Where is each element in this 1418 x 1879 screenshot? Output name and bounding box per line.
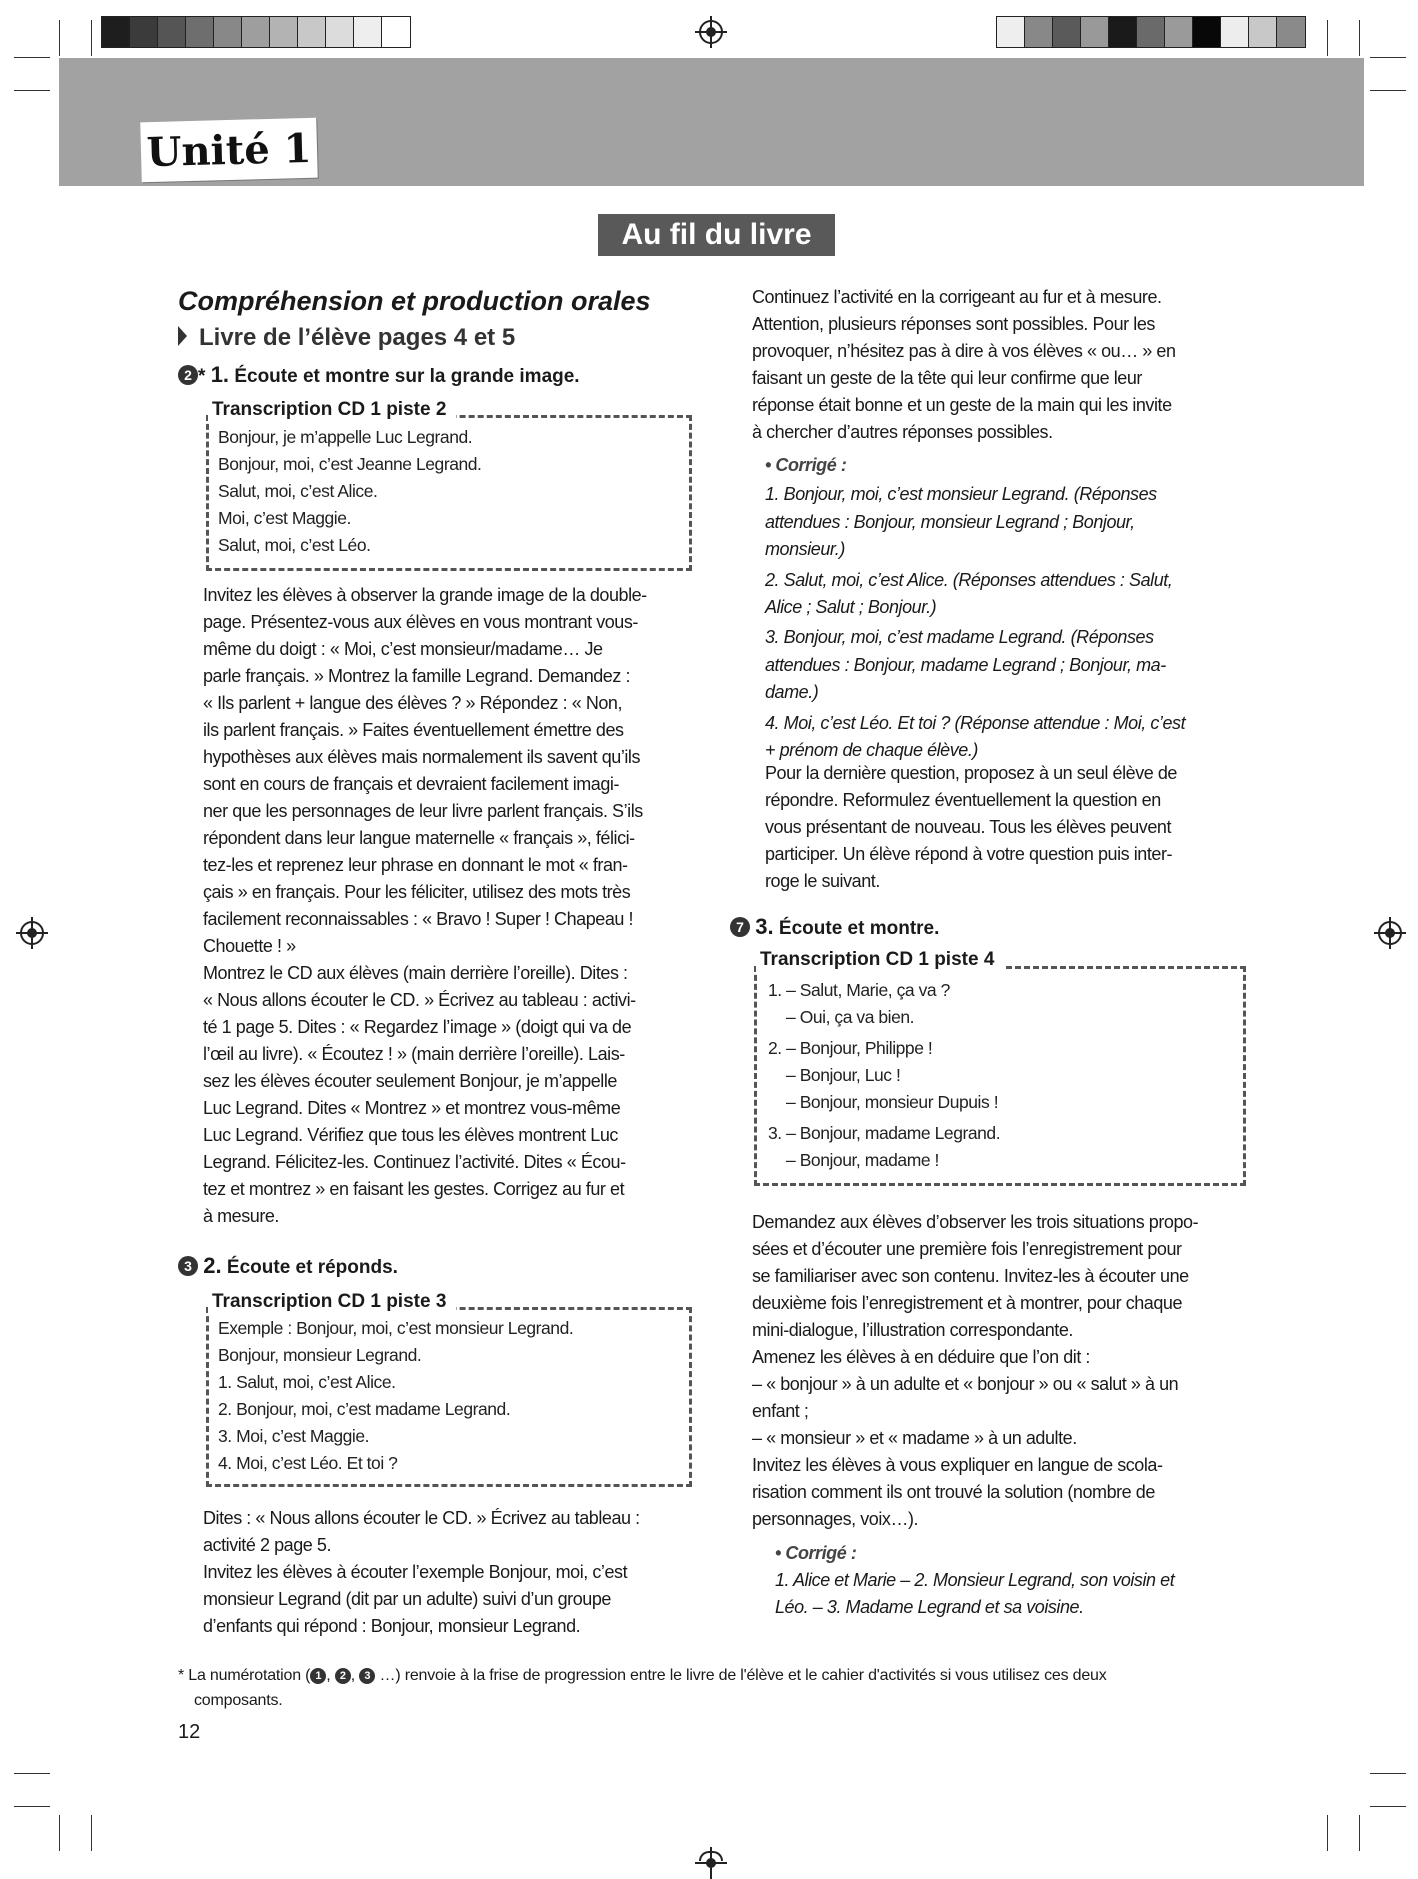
crop-mark	[1327, 1815, 1328, 1851]
transcription-line: 1. Salut, moi, c’est Alice.	[218, 1372, 396, 1392]
transcription-label: Transcription CD 1 piste 4	[756, 948, 1004, 972]
corrige-title: • Corrigé :	[775, 1543, 857, 1563]
dialogue: 3. – Bonjour, madame Legrand. – Bonjour, madame !	[768, 1123, 1001, 1170]
crop-mark	[1359, 20, 1360, 56]
progress-badge: 3	[178, 1256, 198, 1276]
transcription-line: Salut, moi, c’est Léo.	[218, 535, 371, 555]
corrige-item: 3. Bonjour, moi, c’est madame Legrand. (Réponses attendues : Bonjour, madame Legrand ; Bonjour, ma- dame.)	[765, 627, 1166, 703]
crop-mark	[14, 57, 50, 58]
progress-badge: 2	[335, 1668, 351, 1684]
crop-mark	[1370, 90, 1406, 91]
crop-mark	[91, 1815, 92, 1851]
dialogue: 2. – Bonjour, Philippe ! – Bonjour, Luc ! – Bonjour, monsieur Dupuis !	[768, 1038, 999, 1112]
footnote-line: * La numérotation ( 1 , 2 , 3 …) renvoie à la frise de progression entre le livre de l'élève et le cahier d'activités si vous utilisez ces deux	[178, 1667, 1107, 1684]
progress-badge: 3	[359, 1668, 375, 1684]
crop-mark	[1370, 1773, 1406, 1774]
transcription-line: Exemple : Bonjour, moi, c’est monsieur Legrand.	[218, 1318, 574, 1338]
corrige-title: • Corrigé :	[765, 455, 847, 475]
registration-mark-left-icon	[20, 921, 44, 945]
transcription-dialogues	[768, 977, 1238, 1174]
progress-badge: 7	[730, 917, 750, 937]
main-heading: Compréhension et production orales	[178, 286, 651, 316]
exercise-1-heading: 2 * 1. Écoute et montre sur la grande image.	[178, 362, 698, 390]
crop-mark	[14, 1806, 50, 1807]
color-bar-left	[101, 16, 411, 48]
footnote	[178, 1663, 1248, 1713]
exercise-1-instructions: Invitez les élèves à observer la grande image de la double- page. Présentez-vous aux élèves en vous montrant vous- même du doigt : « Moi, c’est monsieur/madame… Je parle français. » Montrez la famille Legrand. Demandez : « Ils parlent + langue des élèves ? » Répondez : « Non, ils parlent français. » Faites éventuellement émettre des hypothèses aux élèves mais normalement ils savent qu’ils sont en cours de français et devraient facilement imagi- ner que les personnages de leur livre parlent français. S’ils répondent dans leur langue maternelle « français », félici- tez-les et reprenez leur phrase en donnant le mot « fran- çais » en français. Pour les féliciter, utilisez des mots très facilement reconnaissables : « Bravo ! Super ! Chapeau ! Chouette ! » Montrez le CD aux élèves (main derrière l’oreille). Dites : « Nous allons écouter le CD. » Écrivez au tableau : activi- té 1 page 5. Dites : « Regardez l’image » (doigt qui va de l’œil au livre). « Écoutez ! » (main derrière l’oreille). Lais- sez les élèves écouter seulement Bonjour, je m’appelle Luc Legrand. Dites « Montrez » et montrez vous-même Luc Legrand. Vérifiez que tous les élèves montrent Luc Legrand. Félicitez-les. Continuez l’activité. Dites « Écou- tez et montrez » en faisant les gestes. Corrigez au fur et à mesure.	[203, 585, 647, 1226]
transcription-lines	[218, 424, 678, 559]
left-column	[178, 284, 694, 354]
transcription-line: Bonjour, monsieur Legrand.	[218, 1345, 422, 1365]
crop-mark	[14, 90, 50, 91]
sub-heading: Livre de l’élève pages 4 et 5	[178, 322, 694, 354]
transcription-label: Transcription CD 1 piste 2	[208, 398, 456, 422]
crop-mark	[59, 1815, 60, 1851]
exercise-2-instructions: Dites : « Nous allons écouter le CD. » Écrivez au tableau : activité 2 page 5. Invitez les élèves à écouter l’exemple Bonjour, moi, c’est monsieur Legrand (dit par un adulte) suivi d’un groupe d’enfants qui répond : Bonjour, monsieur Legrand.	[203, 1508, 640, 1636]
transcription-lines	[218, 1315, 678, 1477]
registration-mark-bottom-icon	[699, 1851, 723, 1861]
corrige-item: 4. Moi, c’est Léo. Et toi ? (Réponse attendue : Moi, c’est + prénom de chaque élève.)	[765, 712, 1186, 761]
corrige-block-2: • Corrigé : 1. Alice et Marie – 2. Monsieur Legrand, son voisin et Léo. – 3. Madame Legrand et sa voisine.	[775, 1540, 1247, 1621]
registration-mark-right-icon	[1378, 921, 1402, 945]
crop-mark	[1327, 20, 1328, 56]
corrige-item: 2. Salut, moi, c’est Alice. (Réponses attendues : Salut, Alice ; Salut ; Bonjour.)	[765, 569, 1173, 618]
dialogue: 1. – Salut, Marie, ça va ? – Oui, ça va bien.	[768, 980, 950, 1027]
progress-badge: 2	[178, 365, 198, 385]
exercise-3-heading: 7 3. Écoute et montre.	[730, 914, 1250, 942]
transcription-line: Moi, c’est Maggie.	[218, 508, 351, 528]
crop-mark	[1370, 57, 1406, 58]
crop-mark	[91, 20, 92, 56]
crop-mark	[1359, 1815, 1360, 1851]
transcription-line: Bonjour, moi, c’est Jeanne Legrand.	[218, 454, 482, 474]
footnote-line: composants.	[194, 1692, 283, 1709]
exercise-2-heading: 3 2. Écoute et réponds.	[178, 1253, 698, 1281]
color-bar-right	[996, 16, 1306, 48]
right-intro: Continuez l’activité en la corrigeant au fur et à mesure. Attention, plusieurs réponses sont possibles. Pour les provoquer, n’hésitez pas à dire à vos élèves « ou… » en faisant un geste de la tête qui leur confirme que leur réponse était bonne et un geste de la main qui les invite à chercher d’autres réponses possibles.	[752, 287, 1176, 442]
exercise-3-instructions: Demandez aux élèves d’observer les trois situations propo- sées et d’écouter une première fois l’enregistrement pour se familiariser avec son contenu. Invitez-les à écouter une deuxième fois l’enregistrement et à montrer, pour chaque mini-dialogue, l’illustration correspondante. Amenez les élèves à en déduire que l’on dit : – « bonjour » à un adulte et « bonjour » ou « salut » à un enfant ; – « monsieur » et « madame » à un adulte. Invitez les élèves à vous expliquer en langue de scola- risation comment ils ont trouvé la solution (nombre de personnages, voix…).	[752, 1212, 1199, 1529]
transcription-line: 2. Bonjour, moi, c’est madame Legrand.	[218, 1399, 511, 1419]
transcription-line: 4. Moi, c’est Léo. Et toi ?	[218, 1453, 398, 1473]
section-title: Au fil du livre	[598, 214, 835, 256]
transcription-line: Salut, moi, c’est Alice.	[218, 481, 378, 501]
transcription-label: Transcription CD 1 piste 3	[208, 1290, 456, 1314]
registration-mark-top-icon	[699, 20, 723, 44]
triangle-bullet-icon	[178, 326, 187, 346]
page-number: 12	[178, 1721, 201, 1743]
crop-mark	[1370, 1806, 1406, 1807]
corrige-block-1	[765, 452, 1247, 764]
after-corrige-text: Pour la dernière question, proposez à un seul élève de répondre. Reformulez éventuellement la question en vous présentant de nouveau. Tous les élèves peuvent participer. Un élève répond à votre question puis inter- roge le suivant.	[765, 763, 1177, 891]
progress-badge: 1	[310, 1668, 326, 1684]
transcription-line: 3. Moi, c’est Maggie.	[218, 1426, 370, 1446]
crop-mark	[14, 1773, 50, 1774]
crop-mark	[59, 20, 60, 56]
unit-label: Unité 1	[140, 118, 318, 183]
corrige-item: 1. Bonjour, moi, c’est monsieur Legrand. (Réponses attendues : Bonjour, monsieur Legrand ; Bonjour, monsieur.)	[765, 484, 1157, 560]
transcription-line: Bonjour, je m’appelle Luc Legrand.	[218, 427, 473, 447]
